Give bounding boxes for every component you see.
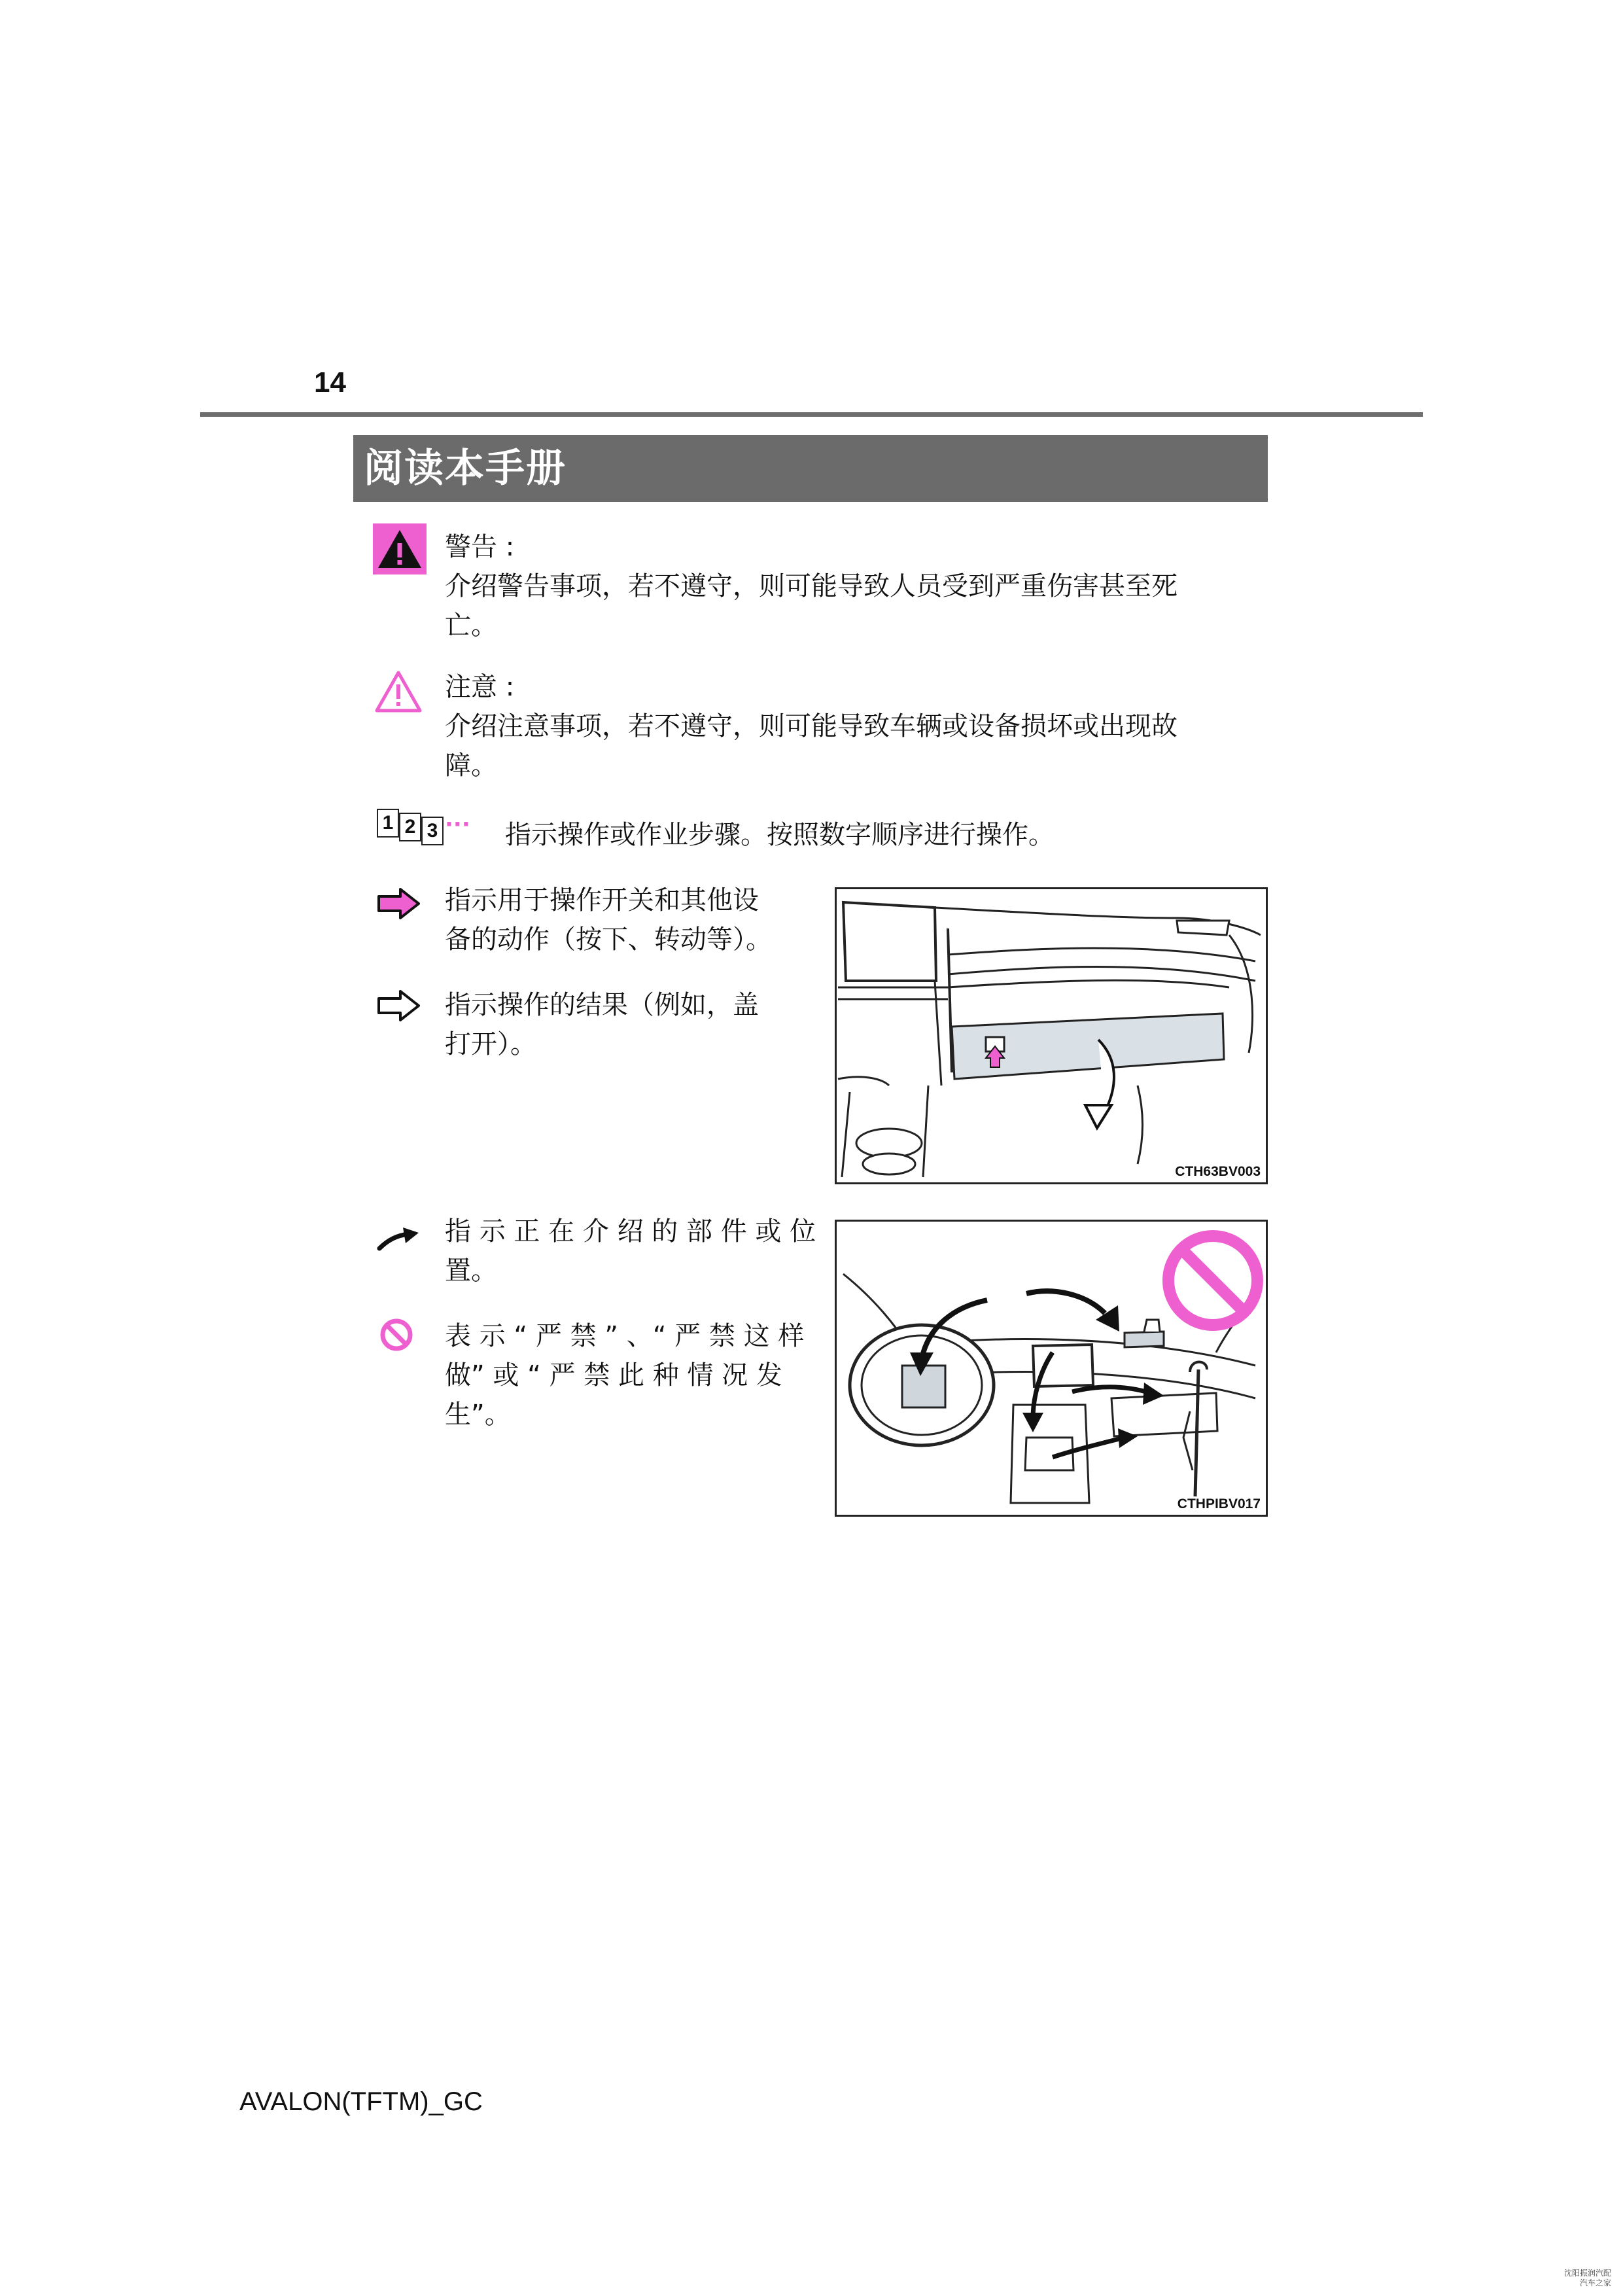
figure-code-glovebox: CTH63BV003 bbox=[1175, 1164, 1261, 1179]
notice-description-line-2: 障。 bbox=[445, 751, 497, 781]
warning-label: 警告 : bbox=[445, 532, 515, 562]
step-number-2: 2 bbox=[399, 813, 421, 841]
component-description-line-1: 指 示 正 在 介 绍 的 部 件 或 位 bbox=[445, 1216, 816, 1246]
header-rule bbox=[200, 412, 1423, 417]
component-description-line-2: 置。 bbox=[445, 1256, 497, 1286]
step-number-1: 1 bbox=[377, 809, 399, 838]
result-description-line-2: 打开）。 bbox=[445, 1029, 536, 1059]
steps-ellipsis: ··· bbox=[445, 811, 470, 838]
operation-description-line-1: 指示用于操作开关和其他设 bbox=[445, 885, 759, 915]
warning-description-line-2: 亡。 bbox=[445, 610, 497, 641]
steps-description: 指示操作或作业步骤。按照数字顺序进行操作。 bbox=[505, 820, 1055, 850]
warning-triangle-icon bbox=[373, 523, 427, 574]
glovebox-illustration bbox=[837, 889, 1266, 1182]
notice-description-line-1: 介绍注意事项，若不遵守，则可能导致车辆或设备损坏或出现故 bbox=[445, 711, 1178, 741]
curved-pointer-arrow-icon bbox=[377, 1225, 421, 1251]
warning-description-line-1: 介绍警告事项，若不遵守，则可能导致人员受到严重伤害甚至死 bbox=[445, 571, 1178, 601]
prohibition-description-line-3: 生”。 bbox=[445, 1400, 511, 1430]
operation-description-line-2: 备的动作（按下、转动等）。 bbox=[445, 925, 772, 955]
outline-arrow-icon bbox=[377, 989, 421, 1022]
step-number-3: 3 bbox=[421, 817, 444, 845]
figure-code-prohibited: CTHPIBV017 bbox=[1177, 1496, 1261, 1511]
notice-label: 注意 : bbox=[445, 672, 515, 702]
glovebox-figure bbox=[835, 887, 1268, 1184]
caution-triangle-icon bbox=[374, 669, 423, 715]
watermark-line-2: 汽车之家 bbox=[1579, 2278, 1611, 2287]
filled-arrow-icon bbox=[377, 887, 421, 920]
prohibition-icon bbox=[379, 1318, 413, 1352]
prohibition-description-line-2: 做” 或 “ 严 禁 此 种 情 况 发 bbox=[445, 1360, 782, 1390]
watermark bbox=[1564, 2269, 1611, 2288]
numbered-steps-icon bbox=[377, 809, 470, 848]
page-number: 14 bbox=[314, 366, 346, 398]
footer-model-code: AVALON(TFTM)_GC bbox=[239, 2087, 483, 2116]
watermark-line-1: 沈阳振润汽配 bbox=[1563, 2269, 1611, 2278]
section-title: 阅读本手册 bbox=[364, 446, 567, 491]
result-description-line-1: 指示操作的结果（例如，盖 bbox=[445, 990, 759, 1020]
prohibited-illustration bbox=[837, 1222, 1266, 1515]
prohibited-figure bbox=[835, 1220, 1268, 1517]
prohibition-description-line-1: 表 示 “ 严 禁 ” 、“ 严 禁 这 样 bbox=[445, 1321, 805, 1351]
